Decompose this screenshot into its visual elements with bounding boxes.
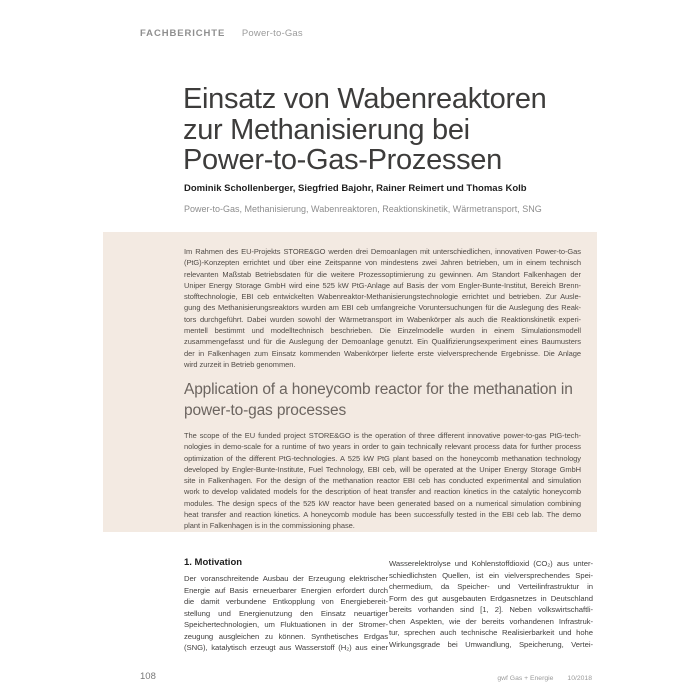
text-line: mentell bestimmt und modelltechnisch beschrieben. Die Einzelmodelle wurden in einem Simulationsmodell [184, 326, 581, 336]
text-line: (SNG), katalytisch erzeugt aus Wasserstoff (H₂) aus einer [184, 643, 388, 652]
abstract-box [103, 232, 597, 532]
text-line: The scope of the EU funded project STORE&GO is the operation of three different innovative power-to-gas PtG-tech- [184, 431, 581, 440]
text-line: chermedium, da Speicher- und Verteilinfrastruktur in [389, 582, 593, 591]
text-line: die damit verbundene Entkopplung von Energiebereit- [184, 597, 388, 606]
text-line: zeugung ausgleichen zu können. Synthetisches Erdgas [184, 631, 388, 641]
english-abstract [184, 430, 581, 532]
text-line: stofftechnologie, EBI ceb entwickelten Wabenreaktor-Methanisierungstechnologie errichtet und betrieben. Zur Ausle- [184, 292, 581, 302]
rubric-section-label: FACHBERICHTE [140, 28, 226, 39]
text-line: plant in Falkenhagen is in the commissioning phase. [184, 521, 355, 531]
text-line: developed by Engler-Bunte-Institute, Fuel Technology, EBI ceb, will be operated at the Uniper Energy Storage GmbH [184, 464, 581, 474]
rubric-topic-label: Power-to-Gas [241, 28, 303, 39]
english-title [184, 380, 573, 421]
text-line: relevanten Maßstab Betriebsdaten für die weitere Prozessoptimierung zu gewinnen. Am Standort Falkenhagen der [184, 269, 581, 279]
keywords-line: Power-to-Gas, Methanisierung, Wabenreaktoren, Reaktionskinetik, Wärmetransport, SNG [184, 204, 542, 214]
text-line: Wasserelektrolyse und Kohlenstoffdioxid (CO₂) aus unter- [389, 559, 593, 568]
text-line: zusammengefasst und für die Auslegung der Demoanlage genutzt. Ein Qualifizierungsexperiment eines Baumusters [184, 337, 581, 347]
text-line: Power-to-Gas-Prozessen [183, 144, 502, 176]
text-line: zur Methanisierung bei [183, 113, 470, 146]
text-line: Application of a honeycomb reactor for the methanation in [184, 381, 573, 398]
text-line: schiedlichsten Quellen, ist ein vielversprechendes Spei- [389, 570, 593, 580]
text-line: optimization of the different PtG-technologies. A 525 kW PtG plant based on the honeycomb methanation technology [184, 453, 581, 463]
issue-date: 10/2018 [567, 675, 592, 682]
section-heading-motivation: 1. Motivation [184, 557, 243, 568]
text-line: Form des gut ausgebauten Erdgasnetzes in Deutschland [389, 593, 593, 603]
body-left-column [184, 573, 388, 654]
text-line: gung des Methanisierungsreaktors wurden am EBI ceb umfangreiche Voruntersuchungen für die Auslegung des Reak- [184, 303, 581, 313]
text-line: wird zurzeit in Betrieb genommen. [184, 359, 296, 369]
text-line: Einsatz von Wabenreaktoren [183, 83, 547, 115]
page-number: 108 [140, 671, 156, 682]
text-line: heat transfer and reaction kinetics. A honeycomb module has been successfully tested in the EBI ceb lab. The demo [184, 510, 581, 520]
header-rubric [140, 28, 303, 39]
text-line: der in Falkenhagen zum Einsatz kommenden Wabenkörper lieferte erste vielversprechende Ergebnisse. Die Anlage [184, 348, 581, 358]
text-line: Wirkungsgrade bei Umwandlung, Speicherung, Vertei- [389, 639, 593, 649]
footer-journal-info [497, 675, 592, 682]
journal-name: gwf Gas + Energie [497, 675, 554, 682]
text-line: chen Aspekten, wie der bereits vorhandenen Infrastruk- [389, 616, 593, 626]
text-line: (PtG)-Konzepten errichtet und über eine Zeitspanne von mindestens zwei Jahren betrieben, um in einem technisch [184, 258, 581, 268]
text-line: bereits vorhanden sind [1, 2]. Neben volkswirtschaftli- [389, 605, 593, 614]
text-line: Energie auf Basis erneuerbarer Energien erfordert durch [184, 585, 388, 595]
text-line: Speichertechnologien, um Fluktuationen in der Stromer- [184, 620, 388, 629]
text-line: Uniper Energy Storage GmbH wird eine 525 kW PtG-Anlage auf Basis der vom Engler-Bunte-Institut, Bereich Brenn- [184, 280, 581, 290]
text-line: power-to-gas processes [184, 401, 347, 419]
text-line: Der voranschreitende Ausbau der Erzeugung elektrischer [184, 574, 388, 583]
text-line: site in Falkenhagen. For the design of the methanation reactor EBI ceb has conducted experimental and simulation [184, 476, 581, 486]
text-line: work to develop validated models for the description of heat transfer and reaction kinetics in the catalytic honeycomb [184, 487, 581, 497]
german-abstract [184, 246, 581, 370]
article-title [183, 84, 547, 176]
text-line: tur, sprechen auch technische Realisierbarkeit und hohe [389, 628, 593, 637]
authors-line: Dominik Schollenberger, Siegfried Bajohr, Rainer Reimert und Thomas Kolb [184, 183, 527, 194]
body-right-column [389, 558, 593, 650]
text-line: stellung und Energienutzung den Einsatz neuartiger [184, 608, 388, 618]
text-line: nologies in demo-scale for a runtime of two years in order to gain technically relevant process data for further process [184, 442, 581, 452]
text-line: Im Rahmen des EU-Projekts STORE&GO werden drei Demoanlagen mit unterschiedlichen, innovativen Power-to-Gas [184, 247, 581, 256]
text-line: modules. The design specs of the 525 kW reactor have been generated based on a numerical simulation combining [184, 498, 581, 508]
text-line: tors durchgeführt. Dabei wurden sowohl der Wärmetransport im Wabenkörper als auch die Reaktionskinetik experi- [184, 314, 581, 324]
